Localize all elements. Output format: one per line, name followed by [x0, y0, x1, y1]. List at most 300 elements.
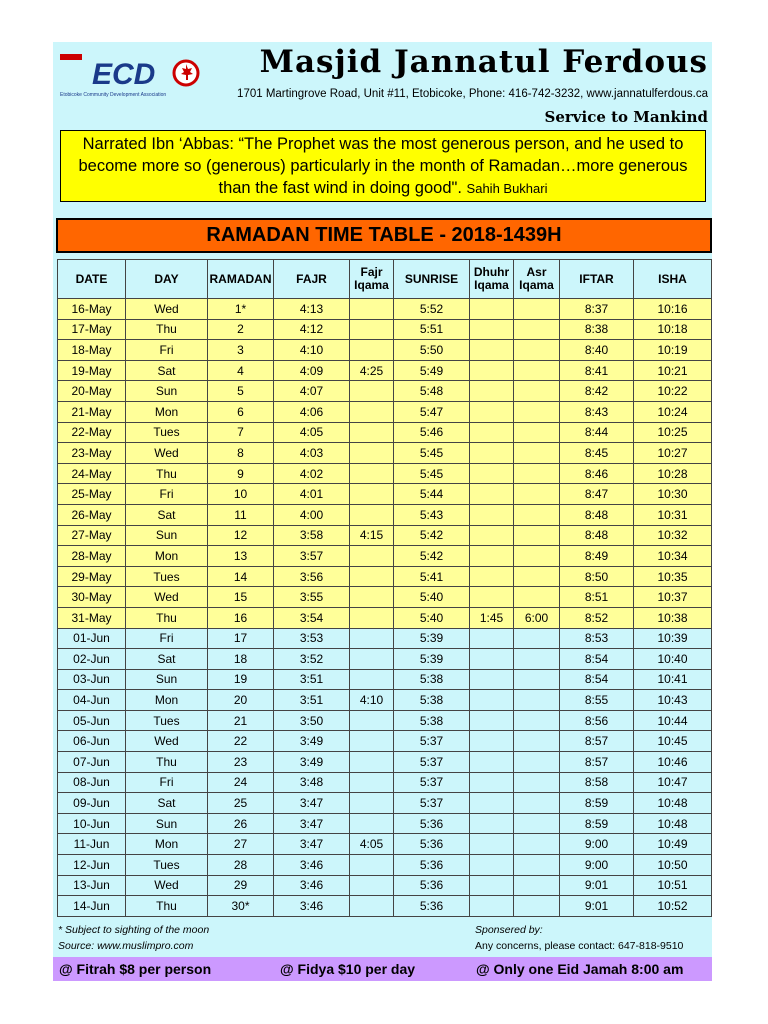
cell-iftar: 9:00	[560, 834, 634, 855]
cell-isha: 10:51	[634, 875, 712, 896]
table-row	[58, 381, 712, 402]
cell-ramadan: 20	[208, 690, 274, 711]
timetable-body	[58, 299, 712, 917]
table-row	[58, 587, 712, 608]
cell-dhuhr-iqama	[470, 360, 514, 381]
cell-dhuhr-iqama	[470, 463, 514, 484]
table-row	[58, 690, 712, 711]
cell-ramadan: 15	[208, 587, 274, 608]
table-row	[58, 669, 712, 690]
cell-dhuhr-iqama	[470, 340, 514, 361]
cell-sunrise: 5:36	[394, 813, 470, 834]
cell-date: 24-May	[58, 463, 126, 484]
cell-asr-iqama	[514, 525, 560, 546]
cell-sunrise: 5:41	[394, 566, 470, 587]
cell-fajr-iqama	[350, 463, 394, 484]
cell-asr-iqama	[514, 896, 560, 917]
cell-sunrise: 5:42	[394, 525, 470, 546]
table-row	[58, 628, 712, 649]
cell-fajr: 3:58	[274, 525, 350, 546]
cell-fajr-iqama	[350, 587, 394, 608]
cell-ramadan: 23	[208, 752, 274, 773]
cell-sunrise: 5:45	[394, 463, 470, 484]
cell-sunrise: 5:52	[394, 299, 470, 320]
cell-fajr: 3:47	[274, 813, 350, 834]
table-row	[58, 422, 712, 443]
cell-fajr-iqama	[350, 628, 394, 649]
cell-date: 19-May	[58, 360, 126, 381]
cell-day: Fri	[126, 772, 208, 793]
cell-day: Sun	[126, 813, 208, 834]
cell-dhuhr-iqama	[470, 319, 514, 340]
table-row	[58, 484, 712, 505]
cell-sunrise: 5:39	[394, 628, 470, 649]
cell-date: 12-Jun	[58, 855, 126, 876]
cell-isha: 10:39	[634, 628, 712, 649]
header-row	[58, 260, 712, 299]
cell-isha: 10:40	[634, 649, 712, 670]
cell-iftar: 8:48	[560, 525, 634, 546]
cell-ramadan: 29	[208, 875, 274, 896]
cell-fajr-iqama	[350, 319, 394, 340]
cell-fajr: 3:51	[274, 690, 350, 711]
cell-day: Tues	[126, 566, 208, 587]
cell-isha: 10:24	[634, 401, 712, 422]
cell-ramadan: 28	[208, 855, 274, 876]
cell-fajr-iqama	[350, 855, 394, 876]
cell-isha: 10:32	[634, 525, 712, 546]
cell-iftar: 8:47	[560, 484, 634, 505]
cell-dhuhr-iqama	[470, 587, 514, 608]
cell-day: Mon	[126, 690, 208, 711]
address: 1701 Martingrove Road, Unit #11, Etobicoke, Phone: 416-742-3232, www.jannatulferdous.ca	[237, 88, 708, 100]
cell-asr-iqama	[514, 463, 560, 484]
cell-iftar: 9:01	[560, 896, 634, 917]
cell-iftar: 8:55	[560, 690, 634, 711]
cell-date: 07-Jun	[58, 752, 126, 773]
table-row	[58, 896, 712, 917]
cell-dhuhr-iqama	[470, 401, 514, 422]
col-isha: ISHA	[634, 260, 712, 299]
cell-fajr: 3:51	[274, 669, 350, 690]
cell-iftar: 8:56	[560, 710, 634, 731]
cell-isha: 10:22	[634, 381, 712, 402]
cell-asr-iqama	[514, 340, 560, 361]
fitrah-fee: @ Fitrah $8 per person	[59, 961, 212, 977]
cell-sunrise: 5:37	[394, 731, 470, 752]
logo-text: ECD	[92, 58, 156, 91]
cell-ramadan: 5	[208, 381, 274, 402]
cell-date: 21-May	[58, 401, 126, 422]
cell-date: 18-May	[58, 340, 126, 361]
quote-text: Narrated Ibn ‘Abbas: “The Prophet was the most generous person, and he used to become more so (generous) particularly in the month of Ramadan…more generous than the fast wind in doing good".	[78, 135, 688, 197]
cell-dhuhr-iqama	[470, 422, 514, 443]
cell-iftar: 8:48	[560, 504, 634, 525]
cell-asr-iqama	[514, 299, 560, 320]
cell-fajr-iqama	[350, 772, 394, 793]
cell-fajr-iqama	[350, 484, 394, 505]
cell-fajr: 4:13	[274, 299, 350, 320]
cell-fajr: 4:06	[274, 401, 350, 422]
cell-ramadan: 26	[208, 813, 274, 834]
cell-iftar: 8:59	[560, 793, 634, 814]
cell-day: Sat	[126, 649, 208, 670]
cell-day: Sun	[126, 669, 208, 690]
cell-isha: 10:27	[634, 443, 712, 464]
cell-day: Tues	[126, 710, 208, 731]
cell-isha: 10:25	[634, 422, 712, 443]
cell-fajr: 3:53	[274, 628, 350, 649]
cell-day: Wed	[126, 587, 208, 608]
cell-ramadan: 11	[208, 504, 274, 525]
cell-fajr: 3:54	[274, 607, 350, 628]
cell-sunrise: 5:45	[394, 443, 470, 464]
cell-ramadan: 4	[208, 360, 274, 381]
source-note: Source: www.muslimpro.com	[58, 940, 194, 952]
cell-fajr-iqama	[350, 649, 394, 670]
cell-sunrise: 5:47	[394, 401, 470, 422]
cell-isha: 10:52	[634, 896, 712, 917]
logo-small-text: Etobicoke Community Development Association	[60, 92, 167, 98]
fee-bar	[53, 957, 712, 981]
cell-asr-iqama	[514, 504, 560, 525]
cell-isha: 10:47	[634, 772, 712, 793]
cell-asr-iqama	[514, 319, 560, 340]
table-row	[58, 752, 712, 773]
cell-fajr-iqama	[350, 710, 394, 731]
cell-asr-iqama	[514, 813, 560, 834]
cell-isha: 10:38	[634, 607, 712, 628]
table-row	[58, 504, 712, 525]
cell-ramadan: 1*	[208, 299, 274, 320]
table-row	[58, 319, 712, 340]
cell-ramadan: 16	[208, 607, 274, 628]
table-row	[58, 566, 712, 587]
cell-fajr-iqama	[350, 504, 394, 525]
cell-fajr-iqama	[350, 443, 394, 464]
cell-dhuhr-iqama	[470, 299, 514, 320]
cell-fajr: 4:12	[274, 319, 350, 340]
cell-isha: 10:31	[634, 504, 712, 525]
cell-fajr: 4:01	[274, 484, 350, 505]
table-row	[58, 299, 712, 320]
cell-fajr: 3:52	[274, 649, 350, 670]
cell-sunrise: 5:39	[394, 649, 470, 670]
cell-fajr: 3:46	[274, 855, 350, 876]
cell-ramadan: 8	[208, 443, 274, 464]
cell-asr-iqama	[514, 793, 560, 814]
cell-fajr-iqama	[350, 422, 394, 443]
table-row	[58, 401, 712, 422]
cell-isha: 10:21	[634, 360, 712, 381]
cell-ramadan: 22	[208, 731, 274, 752]
cell-dhuhr-iqama	[470, 710, 514, 731]
cell-ramadan: 6	[208, 401, 274, 422]
cell-isha: 10:41	[634, 669, 712, 690]
cell-ramadan: 10	[208, 484, 274, 505]
cell-asr-iqama	[514, 484, 560, 505]
cell-date: 31-May	[58, 607, 126, 628]
cell-day: Wed	[126, 299, 208, 320]
cell-sunrise: 5:37	[394, 793, 470, 814]
cell-sunrise: 5:36	[394, 896, 470, 917]
cell-fajr: 4:05	[274, 422, 350, 443]
cell-fajr: 3:46	[274, 896, 350, 917]
cell-day: Mon	[126, 401, 208, 422]
cell-fajr-iqama	[350, 752, 394, 773]
cell-date: 01-Jun	[58, 628, 126, 649]
cell-iftar: 8:53	[560, 628, 634, 649]
table-row	[58, 360, 712, 381]
table-row	[58, 463, 712, 484]
cell-day: Wed	[126, 443, 208, 464]
cell-iftar: 8:44	[560, 422, 634, 443]
cell-sunrise: 5:46	[394, 422, 470, 443]
cell-fajr: 3:46	[274, 875, 350, 896]
cell-fajr: 4:09	[274, 360, 350, 381]
cell-dhuhr-iqama	[470, 875, 514, 896]
cell-ramadan: 7	[208, 422, 274, 443]
ecda-logo	[58, 52, 208, 100]
cell-iftar: 9:01	[560, 875, 634, 896]
cell-fajr-iqama	[350, 669, 394, 690]
cell-day: Tues	[126, 855, 208, 876]
col-fajr-iqama: Fajr Iqama	[350, 260, 394, 299]
fidya-fee: @ Fidya $10 per day	[280, 961, 416, 977]
cell-isha: 10:49	[634, 834, 712, 855]
cell-ramadan: 21	[208, 710, 274, 731]
slogan: Service to Mankind	[544, 108, 708, 126]
cell-ramadan: 27	[208, 834, 274, 855]
sponsor-label: Sponsered by:	[475, 924, 543, 936]
cell-asr-iqama: 6:00	[514, 607, 560, 628]
cell-iftar: 8:45	[560, 443, 634, 464]
cell-dhuhr-iqama	[470, 752, 514, 773]
cell-ramadan: 24	[208, 772, 274, 793]
cell-fajr-iqama: 4:10	[350, 690, 394, 711]
cell-dhuhr-iqama	[470, 896, 514, 917]
cell-ramadan: 12	[208, 525, 274, 546]
cell-ramadan: 9	[208, 463, 274, 484]
cell-sunrise: 5:38	[394, 710, 470, 731]
table-row	[58, 855, 712, 876]
cell-sunrise: 5:37	[394, 752, 470, 773]
cell-iftar: 8:57	[560, 731, 634, 752]
table-row	[58, 731, 712, 752]
cell-day: Fri	[126, 628, 208, 649]
header	[53, 42, 712, 130]
cell-date: 04-Jun	[58, 690, 126, 711]
cell-iftar: 8:49	[560, 546, 634, 567]
cell-iftar: 8:40	[560, 340, 634, 361]
cell-sunrise: 5:51	[394, 319, 470, 340]
cell-dhuhr-iqama	[470, 381, 514, 402]
cell-dhuhr-iqama	[470, 772, 514, 793]
cell-dhuhr-iqama	[470, 546, 514, 567]
cell-sunrise: 5:44	[394, 484, 470, 505]
cell-asr-iqama	[514, 669, 560, 690]
col-day: DAY	[126, 260, 208, 299]
cell-isha: 10:34	[634, 546, 712, 567]
cell-asr-iqama	[514, 401, 560, 422]
cell-fajr: 4:02	[274, 463, 350, 484]
cell-fajr: 3:47	[274, 793, 350, 814]
cell-iftar: 8:57	[560, 752, 634, 773]
cell-fajr-iqama	[350, 875, 394, 896]
cell-sunrise: 5:42	[394, 546, 470, 567]
cell-fajr-iqama	[350, 607, 394, 628]
cell-fajr-iqama	[350, 299, 394, 320]
cell-day: Thu	[126, 463, 208, 484]
cell-asr-iqama	[514, 731, 560, 752]
table-row	[58, 340, 712, 361]
cell-dhuhr-iqama	[470, 566, 514, 587]
cell-sunrise: 5:49	[394, 360, 470, 381]
cell-fajr: 4:00	[274, 504, 350, 525]
cell-sunrise: 5:48	[394, 381, 470, 402]
cell-date: 30-May	[58, 587, 126, 608]
cell-fajr-iqama	[350, 340, 394, 361]
cell-isha: 10:48	[634, 813, 712, 834]
cell-dhuhr-iqama	[470, 525, 514, 546]
cell-sunrise: 5:40	[394, 587, 470, 608]
table-row	[58, 607, 712, 628]
cell-isha: 10:50	[634, 855, 712, 876]
cell-isha: 10:43	[634, 690, 712, 711]
cell-date: 20-May	[58, 381, 126, 402]
cell-isha: 10:18	[634, 319, 712, 340]
cell-day: Mon	[126, 546, 208, 567]
masjid-name: Masjid Jannatul Ferdous	[259, 44, 708, 80]
cell-date: 08-Jun	[58, 772, 126, 793]
cell-dhuhr-iqama	[470, 484, 514, 505]
cell-fajr: 3:48	[274, 772, 350, 793]
cell-sunrise: 5:50	[394, 340, 470, 361]
table-row	[58, 443, 712, 464]
cell-iftar: 8:58	[560, 772, 634, 793]
cell-date: 17-May	[58, 319, 126, 340]
cell-fajr-iqama	[350, 401, 394, 422]
cell-date: 11-Jun	[58, 834, 126, 855]
cell-asr-iqama	[514, 587, 560, 608]
cell-fajr-iqama	[350, 896, 394, 917]
cell-date: 14-Jun	[58, 896, 126, 917]
cell-date: 03-Jun	[58, 669, 126, 690]
cell-ramadan: 3	[208, 340, 274, 361]
cell-isha: 10:16	[634, 299, 712, 320]
cell-day: Sat	[126, 504, 208, 525]
cell-isha: 10:19	[634, 340, 712, 361]
table-row	[58, 525, 712, 546]
cell-dhuhr-iqama	[470, 443, 514, 464]
cell-ramadan: 30*	[208, 896, 274, 917]
cell-date: 05-Jun	[58, 710, 126, 731]
cell-day: Thu	[126, 752, 208, 773]
col-date: DATE	[58, 260, 126, 299]
cell-sunrise: 5:36	[394, 855, 470, 876]
cell-sunrise: 5:36	[394, 834, 470, 855]
cell-asr-iqama	[514, 752, 560, 773]
cell-iftar: 8:51	[560, 587, 634, 608]
cell-sunrise: 5:40	[394, 607, 470, 628]
cell-fajr: 3:49	[274, 752, 350, 773]
cell-fajr-iqama	[350, 566, 394, 587]
cell-iftar: 8:54	[560, 669, 634, 690]
col-asr-iqama: Asr Iqama	[514, 260, 560, 299]
table-row	[58, 834, 712, 855]
cell-asr-iqama	[514, 381, 560, 402]
cell-day: Wed	[126, 731, 208, 752]
table-row	[58, 772, 712, 793]
cell-date: 25-May	[58, 484, 126, 505]
cell-dhuhr-iqama	[470, 731, 514, 752]
cell-date: 28-May	[58, 546, 126, 567]
timetable	[57, 259, 712, 917]
cell-ramadan: 14	[208, 566, 274, 587]
cell-date: 26-May	[58, 504, 126, 525]
cell-fajr: 3:50	[274, 710, 350, 731]
cell-asr-iqama	[514, 710, 560, 731]
cell-iftar: 8:38	[560, 319, 634, 340]
cell-isha: 10:46	[634, 752, 712, 773]
col-ramadan: RAMADAN	[208, 260, 274, 299]
table-row	[58, 649, 712, 670]
table-row	[58, 710, 712, 731]
page-title: RAMADAN TIME TABLE - 2018-1439H	[56, 218, 712, 253]
cell-isha: 10:44	[634, 710, 712, 731]
table-row	[58, 546, 712, 567]
cell-day: Sat	[126, 360, 208, 381]
cell-isha: 10:30	[634, 484, 712, 505]
cell-fajr: 4:10	[274, 340, 350, 361]
cell-dhuhr-iqama	[470, 855, 514, 876]
cell-fajr-iqama	[350, 546, 394, 567]
cell-fajr-iqama	[350, 813, 394, 834]
cell-day: Tues	[126, 422, 208, 443]
cell-fajr: 4:07	[274, 381, 350, 402]
cell-asr-iqama	[514, 443, 560, 464]
cell-isha: 10:48	[634, 793, 712, 814]
cell-day: Mon	[126, 834, 208, 855]
cell-iftar: 8:41	[560, 360, 634, 381]
cell-iftar: 8:46	[560, 463, 634, 484]
quote-source: Sahih Bukhari	[466, 181, 548, 196]
cell-day: Wed	[126, 875, 208, 896]
eid-jamah: @ Only one Eid Jamah 8:00 am	[476, 961, 684, 977]
cell-asr-iqama	[514, 546, 560, 567]
cell-fajr: 3:47	[274, 834, 350, 855]
cell-asr-iqama	[514, 422, 560, 443]
cell-date: 02-Jun	[58, 649, 126, 670]
moon-note: * Subject to sighting of the moon	[58, 924, 210, 936]
cell-ramadan: 25	[208, 793, 274, 814]
cell-isha: 10:45	[634, 731, 712, 752]
cell-iftar: 9:00	[560, 855, 634, 876]
cell-fajr-iqama	[350, 793, 394, 814]
cell-day: Thu	[126, 607, 208, 628]
cell-ramadan: 17	[208, 628, 274, 649]
col-sunrise: SUNRISE	[394, 260, 470, 299]
cell-fajr-iqama	[350, 731, 394, 752]
cell-isha: 10:35	[634, 566, 712, 587]
col-fajr: FAJR	[274, 260, 350, 299]
cell-sunrise: 5:43	[394, 504, 470, 525]
cell-fajr: 3:56	[274, 566, 350, 587]
cell-date: 06-Jun	[58, 731, 126, 752]
cell-day: Thu	[126, 319, 208, 340]
cell-ramadan: 19	[208, 669, 274, 690]
cell-iftar: 8:43	[560, 401, 634, 422]
